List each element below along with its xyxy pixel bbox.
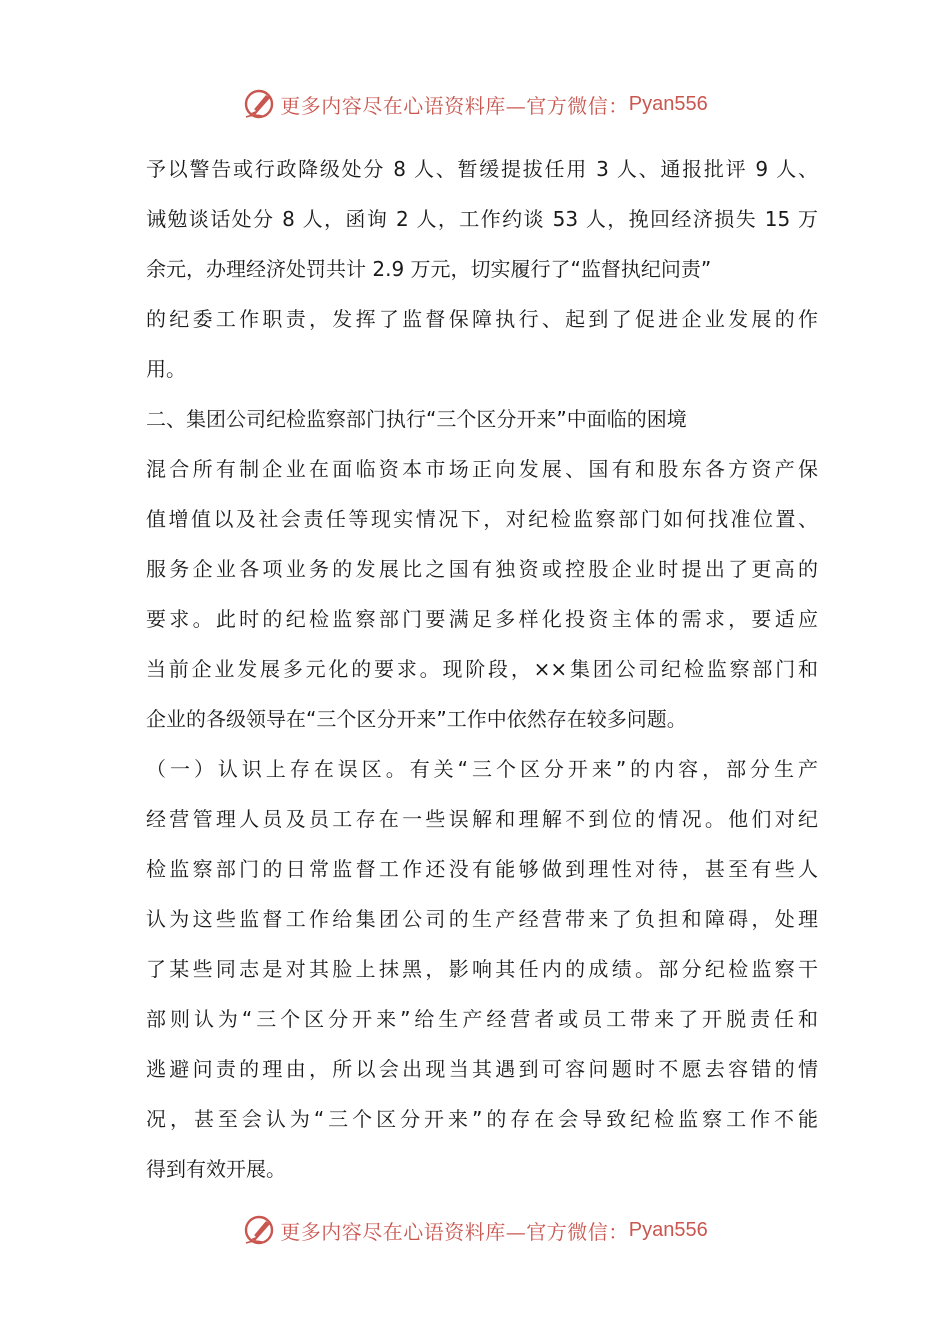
pen-logo-icon <box>242 1213 276 1247</box>
text-line: 用。 <box>146 357 186 381</box>
text-line: 企业的各级领导在“三个区分开来”工作中依然存在较多问题。 <box>146 707 687 731</box>
document-body <box>146 144 818 1194</box>
text-line: 检监察部门的日常监督工作还没有能够做到理性对待，甚至有些人 <box>146 857 818 881</box>
text-line: 混合所有制企业在面临资本市场正向发展、国有和股东各方资产保 <box>146 457 818 481</box>
banner-text: 更多内容尽在心语资料库—官方微信： <box>280 1219 629 1244</box>
section-heading: 二、集团公司纪检监察部门执行“三个区分开来”中面临的困境 <box>146 407 687 431</box>
text-line: 的纪委工作职责，发挥了监督保障执行、起到了促进企业发展的作 <box>146 307 818 331</box>
banner-wechat-id: Pyan556 <box>628 92 708 115</box>
text-line: 得到有效开展。 <box>146 1157 286 1181</box>
text-line: 逃避问责的理由，所以会出现当其遇到可容问题时不愿去容错的情 <box>146 1057 818 1081</box>
text-line: 服务企业各项业务的发展比之国有独资或控股企业时提出了更高的 <box>146 557 818 581</box>
pen-logo-icon <box>242 87 276 121</box>
banner-wechat-id: Pyan556 <box>628 1218 708 1241</box>
banner-text: 更多内容尽在心语资料库—官方微信： <box>280 93 629 118</box>
text-line: 况，甚至会认为“三个区分开来”的存在会导致纪检监察工作不能 <box>146 1107 818 1131</box>
text-line: 诫勉谈话处分 8 人，函询 2 人，工作约谈 53 人，挽回经济损失 15 万 <box>146 207 818 231</box>
text-line: 部则认为“三个区分开来”给生产经营者或员工带来了开脱责任和 <box>146 1007 818 1031</box>
text-line: 当前企业发展多元化的要求。现阶段，××集团公司纪检监察部门和 <box>146 657 818 681</box>
subsection-line: （一）认识上存在误区。有关“三个区分开来”的内容，部分生产 <box>146 757 818 781</box>
text-line: 余元，办理经济处罚共计 2.9 万元，切实履行了“监督执纪问责” <box>146 257 712 281</box>
text-line: 了某些同志是对其脸上抹黑，影响其任内的成绩。部分纪检监察干 <box>146 957 818 981</box>
text-line: 予以警告或行政降级处分 8 人、暂缓提拔任用 3 人、通报批评 9 人、 <box>146 157 818 181</box>
text-line: 经营管理人员及员工存在一些误解和理解不到位的情况。他们对纪 <box>146 807 818 831</box>
header-watermark-banner <box>0 84 950 124</box>
text-line: 要求。此时的纪检监察部门要满足多样化投资主体的需求，要适应 <box>146 607 818 631</box>
text-line: 值增值以及社会责任等现实情况下，对纪检监察部门如何找准位置、 <box>146 507 818 531</box>
footer-watermark-banner <box>0 1210 950 1250</box>
text-line: 认为这些监督工作给集团公司的生产经营带来了负担和障碍，处理 <box>146 907 818 931</box>
